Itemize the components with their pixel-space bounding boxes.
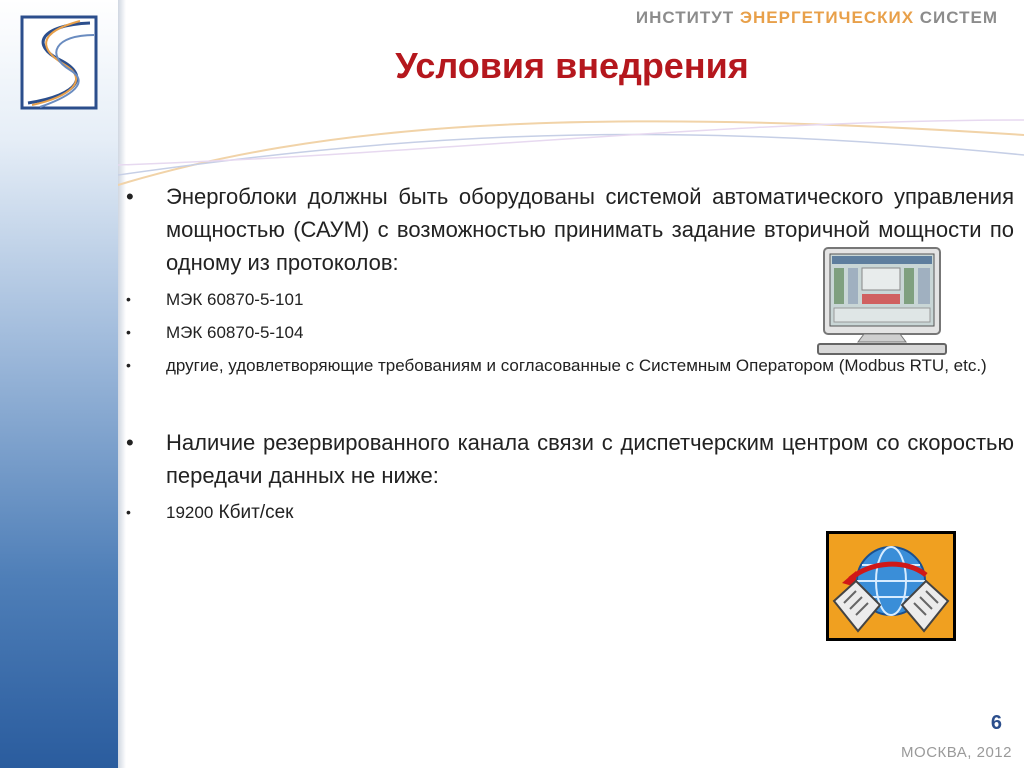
slide-title: Условия внедрения [395, 45, 749, 86]
footer-city-year: МОСКВА, 2012 [901, 744, 1012, 761]
logo-icon [20, 15, 98, 110]
bullet-sub: • 19200 Кбит/сек [126, 502, 294, 523]
bullet-sub: • МЭК 60870-5-104 [126, 323, 304, 342]
monitor-icon [816, 246, 948, 358]
bullet-main: • Наличие резервированного канала связи с диспетчерским центром со скоростью передачи данных не ниже: [126, 430, 1014, 488]
organization-name: ИНСТИТУТ ЭНЕРГЕТИЧЕСКИХ СИСТЕМ [635, 8, 998, 27]
left-decorative-band [0, 0, 118, 768]
spacer [126, 378, 1014, 426]
bullet-main: • Энергоблоки должны быть оборудованы системой автоматического управления мощностью (САУМ) с возможностью принимать задание вторичной мощности по одному из протоколов: [126, 184, 1014, 275]
network-globe-icon [826, 531, 956, 641]
bullet-sub: • другие, удовлетворяющие требованиям и согласованные с Системным Оператором (Modbus RTU, etc.) [126, 356, 987, 375]
page-number: 6 [990, 712, 1002, 734]
bullet-sub: • МЭК 60870-5-101 [126, 290, 304, 309]
